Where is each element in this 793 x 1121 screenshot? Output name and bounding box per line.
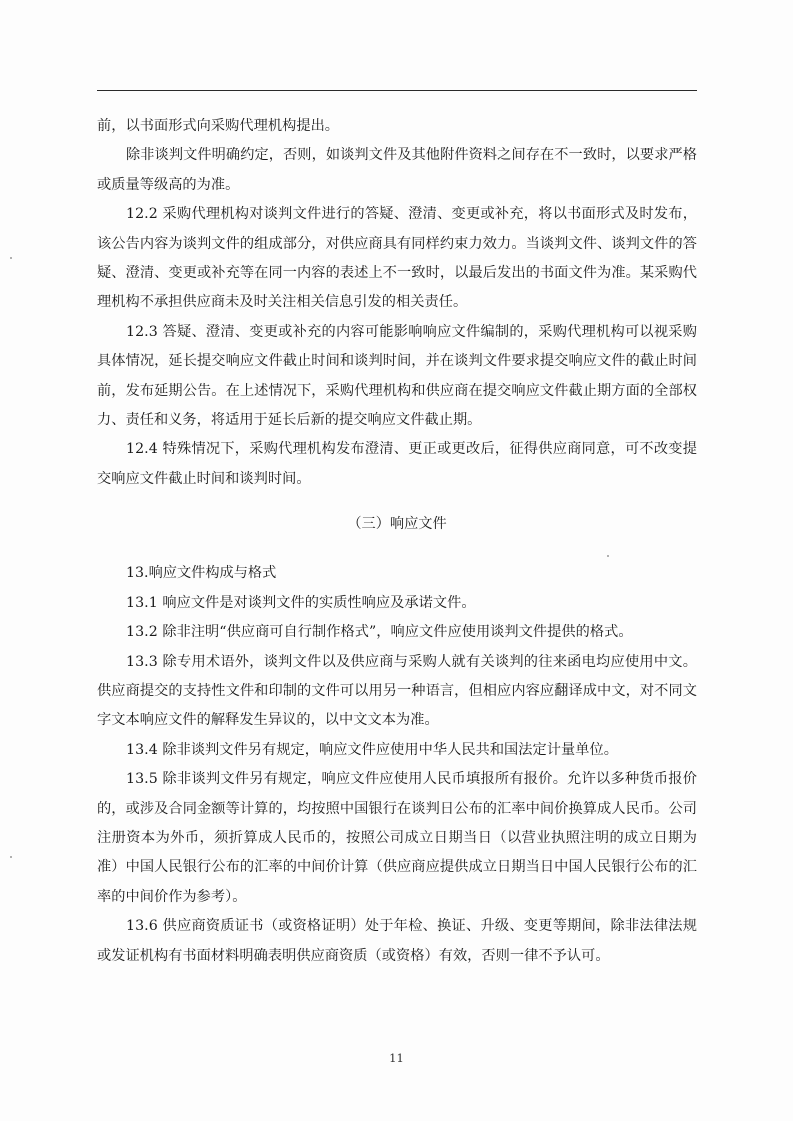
paragraph-12-2: 12.2 采购代理机构对谈判文件进行的答疑、澄清、变更或补充，将以书面形式及时发布，该公告内容为谈判文件的组成部分，对供应商具有同样约束力效力。当谈判文件、谈判文件的答疑、澄清、变更或补充等在同一内容的表述上不一致时，以最后发出的书面文件为准。某采购代理机构不承担供应商未及时关注相关信息引发的相关责任。 <box>97 206 697 311</box>
section-title: （三）响应文件 <box>347 516 447 533</box>
scan-speck <box>10 856 12 858</box>
body-content <box>97 112 697 971</box>
paragraph-precedence-rule: 除非谈判文件明确约定，否则，如谈判文件及其他附件资料之间存在不一致时，以要求严格或质量等级高的为准。 <box>97 147 697 193</box>
heading-13: 13.响应文件构成与格式 <box>126 565 277 582</box>
paragraph-13-6: 13.6 供应商资质证书（或资格证明）处于年检、换证、升级、变更等期间，除非法律法规或发证机构有书面材料明确表明供应商资质（或资格）有效，否则一律不予认可。 <box>97 918 697 964</box>
paragraph-13-4: 13.4 除非谈判文件另有规定，响应文件应使用中华人民共和国法定计量单位。 <box>126 741 618 758</box>
paragraph-13-3: 13.3 除专用术语外，谈判文件以及供应商与采购人就有关谈判的往来函电均应使用中文。供应商提交的支持性文件和印制的文件可以用另一种语言，但相应内容应翻译成中文，对不同文字文本响应文件的解释发生异议的，以中文文本为准。 <box>97 653 697 729</box>
paragraph-continuation: 前，以书面形式向采购代理机构提出。 <box>97 118 340 134</box>
page-number: 11 <box>389 1051 404 1065</box>
scan-speck <box>607 555 609 557</box>
header-rule <box>97 90 697 91</box>
scan-speck <box>10 257 12 259</box>
paragraph-12-4: 12.4 特殊情况下，采购代理机构发布澄清、更正或更改后，征得供应商同意，可不改变提交响应文件截止时间和谈判时间。 <box>97 441 697 487</box>
spacer <box>97 494 697 510</box>
paragraph-13-5: 13.5 除非谈判文件另有规定，响应文件应使用人民币填报所有报价。允许以多种货币报价的，或涉及合同金额等计算的，均按照中国银行在谈判日公布的汇率中间价换算成人民币。公司注册资本为外币，须折算成人民币的，按照公司成立日期当日（以营业执照注明的成立日期为准）中国人民银行公布的汇率的中间价计算（供应商应提供成立日期当日中国人民银行公布的汇率的中间价作为参考）。 <box>97 771 697 905</box>
paragraph-12-3: 12.3 答疑、澄清、变更或补充的内容可能影响响应文件编制的，采购代理机构可以视采购具体情况，延长提交响应文件截止时间和谈判时间，并在谈判文件要求提交响应文件的截止时间前，发布延期公告。在上述情况下，采购代理机构和供应商在提交响应文件截止期方面的全部权力、责任和义务，将适用于延长后新的提交响应文件截止期。 <box>97 323 697 429</box>
paragraph-13-2: 13.2 除非注明“供应商可自行制作格式”，响应文件应使用谈判文件提供的格式。 <box>126 624 633 641</box>
paragraph-13-1: 13.1 响应文件是对谈判文件的实质性响应及承诺文件。 <box>126 594 476 611</box>
